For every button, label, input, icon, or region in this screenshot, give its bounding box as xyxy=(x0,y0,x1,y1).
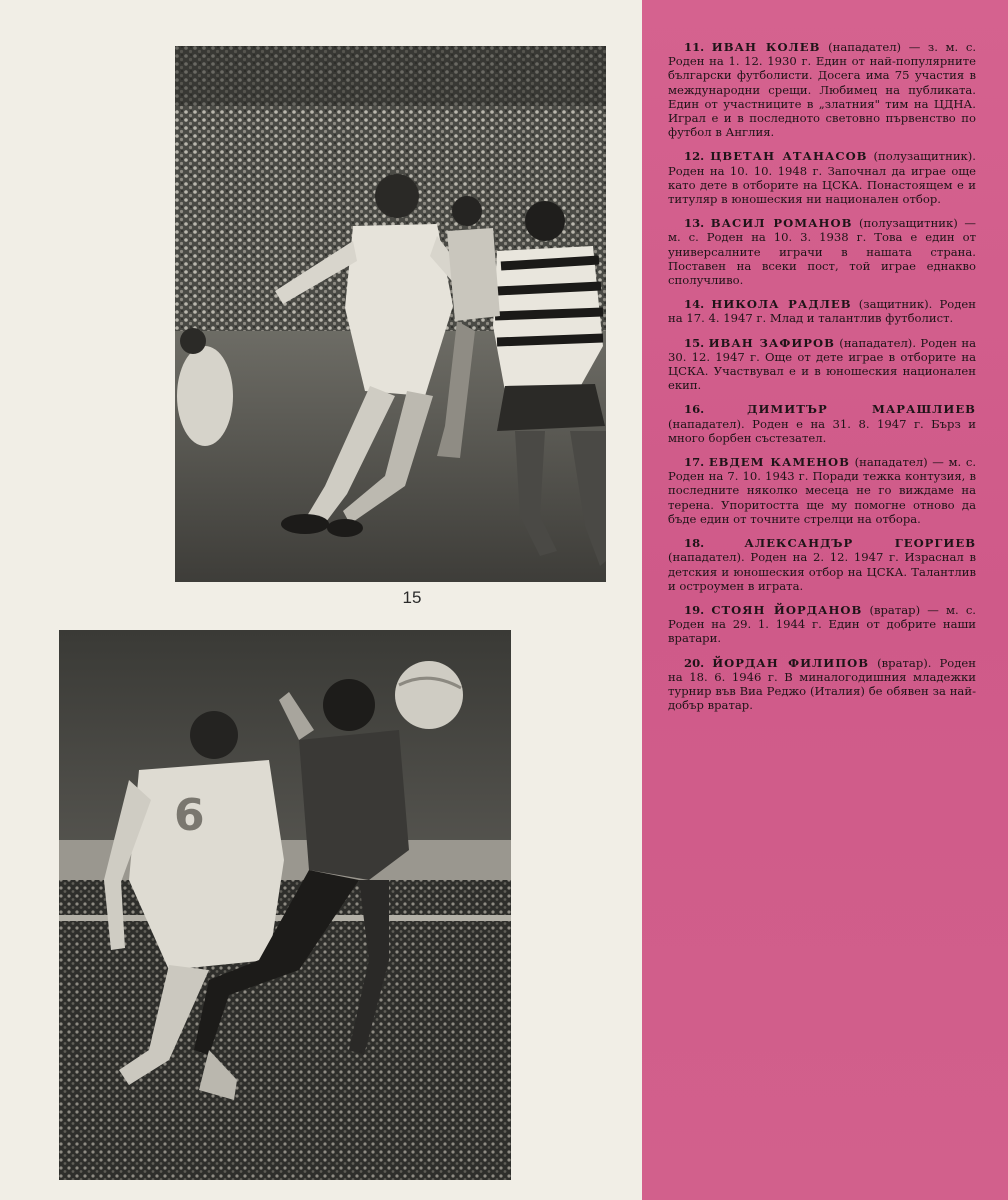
football-match-photo-bottom xyxy=(59,630,511,1180)
player-entry: 18. АЛЕКСАНДЪР ГЕОРГИЕВ (нападател). Роден на 2. 12. 1947 г. Израснал в детския и юношеския отбор на ЦСКА. Талантлив и остроумен в играта. xyxy=(668,536,976,593)
player-entry: 14. НИКОЛА РАДЛЕВ (защитник). Роден на 17. 4. 1947 г. Млад и талантлив футболист. xyxy=(668,297,977,326)
player-entry: 11. ИВАН КОЛЕВ (нападател) — з. м. с. Роден на 1. 12. 1930 г. Един от най-популярните български футболисти. Досега има 75 участия в международни срещи. Любимец на публиката. Един от участниците в „златния" тим на ЦДНА. Играл е и в последното световно първенство по футбол в Англия. xyxy=(668,40,977,140)
player-entry: 16. ДИМИТЪР МАРАШЛИЕВ (нападател). Роден е на 31. 8. 1947 г. Бърз и много борбен състезател. xyxy=(668,402,976,445)
player-entry: 19. СТОЯН ЙОРДАНОВ (вратар) — м. с. Роден на 29. 1. 1944 г. Един от добрите наши вратари. xyxy=(668,602,976,646)
player-entry: 15. ИВАН ЗАФИРОВ (нападател). Роден на 30. 12. 1947 г. Още от дете играе в отборите на ЦСКА. Участвувал е и в юношеския национален екип. xyxy=(668,335,976,393)
player-entry: 17. ЕВДЕМ КАМЕНОВ (нападател) — м. с. Роден на 7. 10. 1943 г. Поради тежка контузия, в последните няколко месеца не го виждаме на терена. Упоритостта ще му помогне отново да бъде един от точните стрелци на отбора. xyxy=(668,455,977,526)
player-entry: 13. ВАСИЛ РОМАНОВ (полузащитник) — м. с. Роден на 10. 3. 1938 г. Това е един от универсалните играчи в нашата страна. Поставен на всеки пост, той играе еднакво сполучливо. xyxy=(668,216,977,288)
player-list xyxy=(668,40,976,722)
player-entry: 12. ЦВЕТАН АТАНАСОВ (полузащитник). Роден на 10. 10. 1948 г. Започнал да играе още като дете в отборите на ЦСКА. Понастоящем е и титуляр в юношеския ни национален отбор. xyxy=(668,149,976,207)
photo-caption: 15 xyxy=(402,588,422,607)
player-entry: 20. ЙОРДАН ФИЛИПОВ (вратар). Роден на 18. 6. 1946 г. В миналогодишния младежки турнир във Виа Реджо (Италия) бе обявен за най-добър вратар. xyxy=(668,655,977,713)
football-match-photo-top xyxy=(175,46,606,582)
svg-text:6: 6 xyxy=(174,790,205,841)
